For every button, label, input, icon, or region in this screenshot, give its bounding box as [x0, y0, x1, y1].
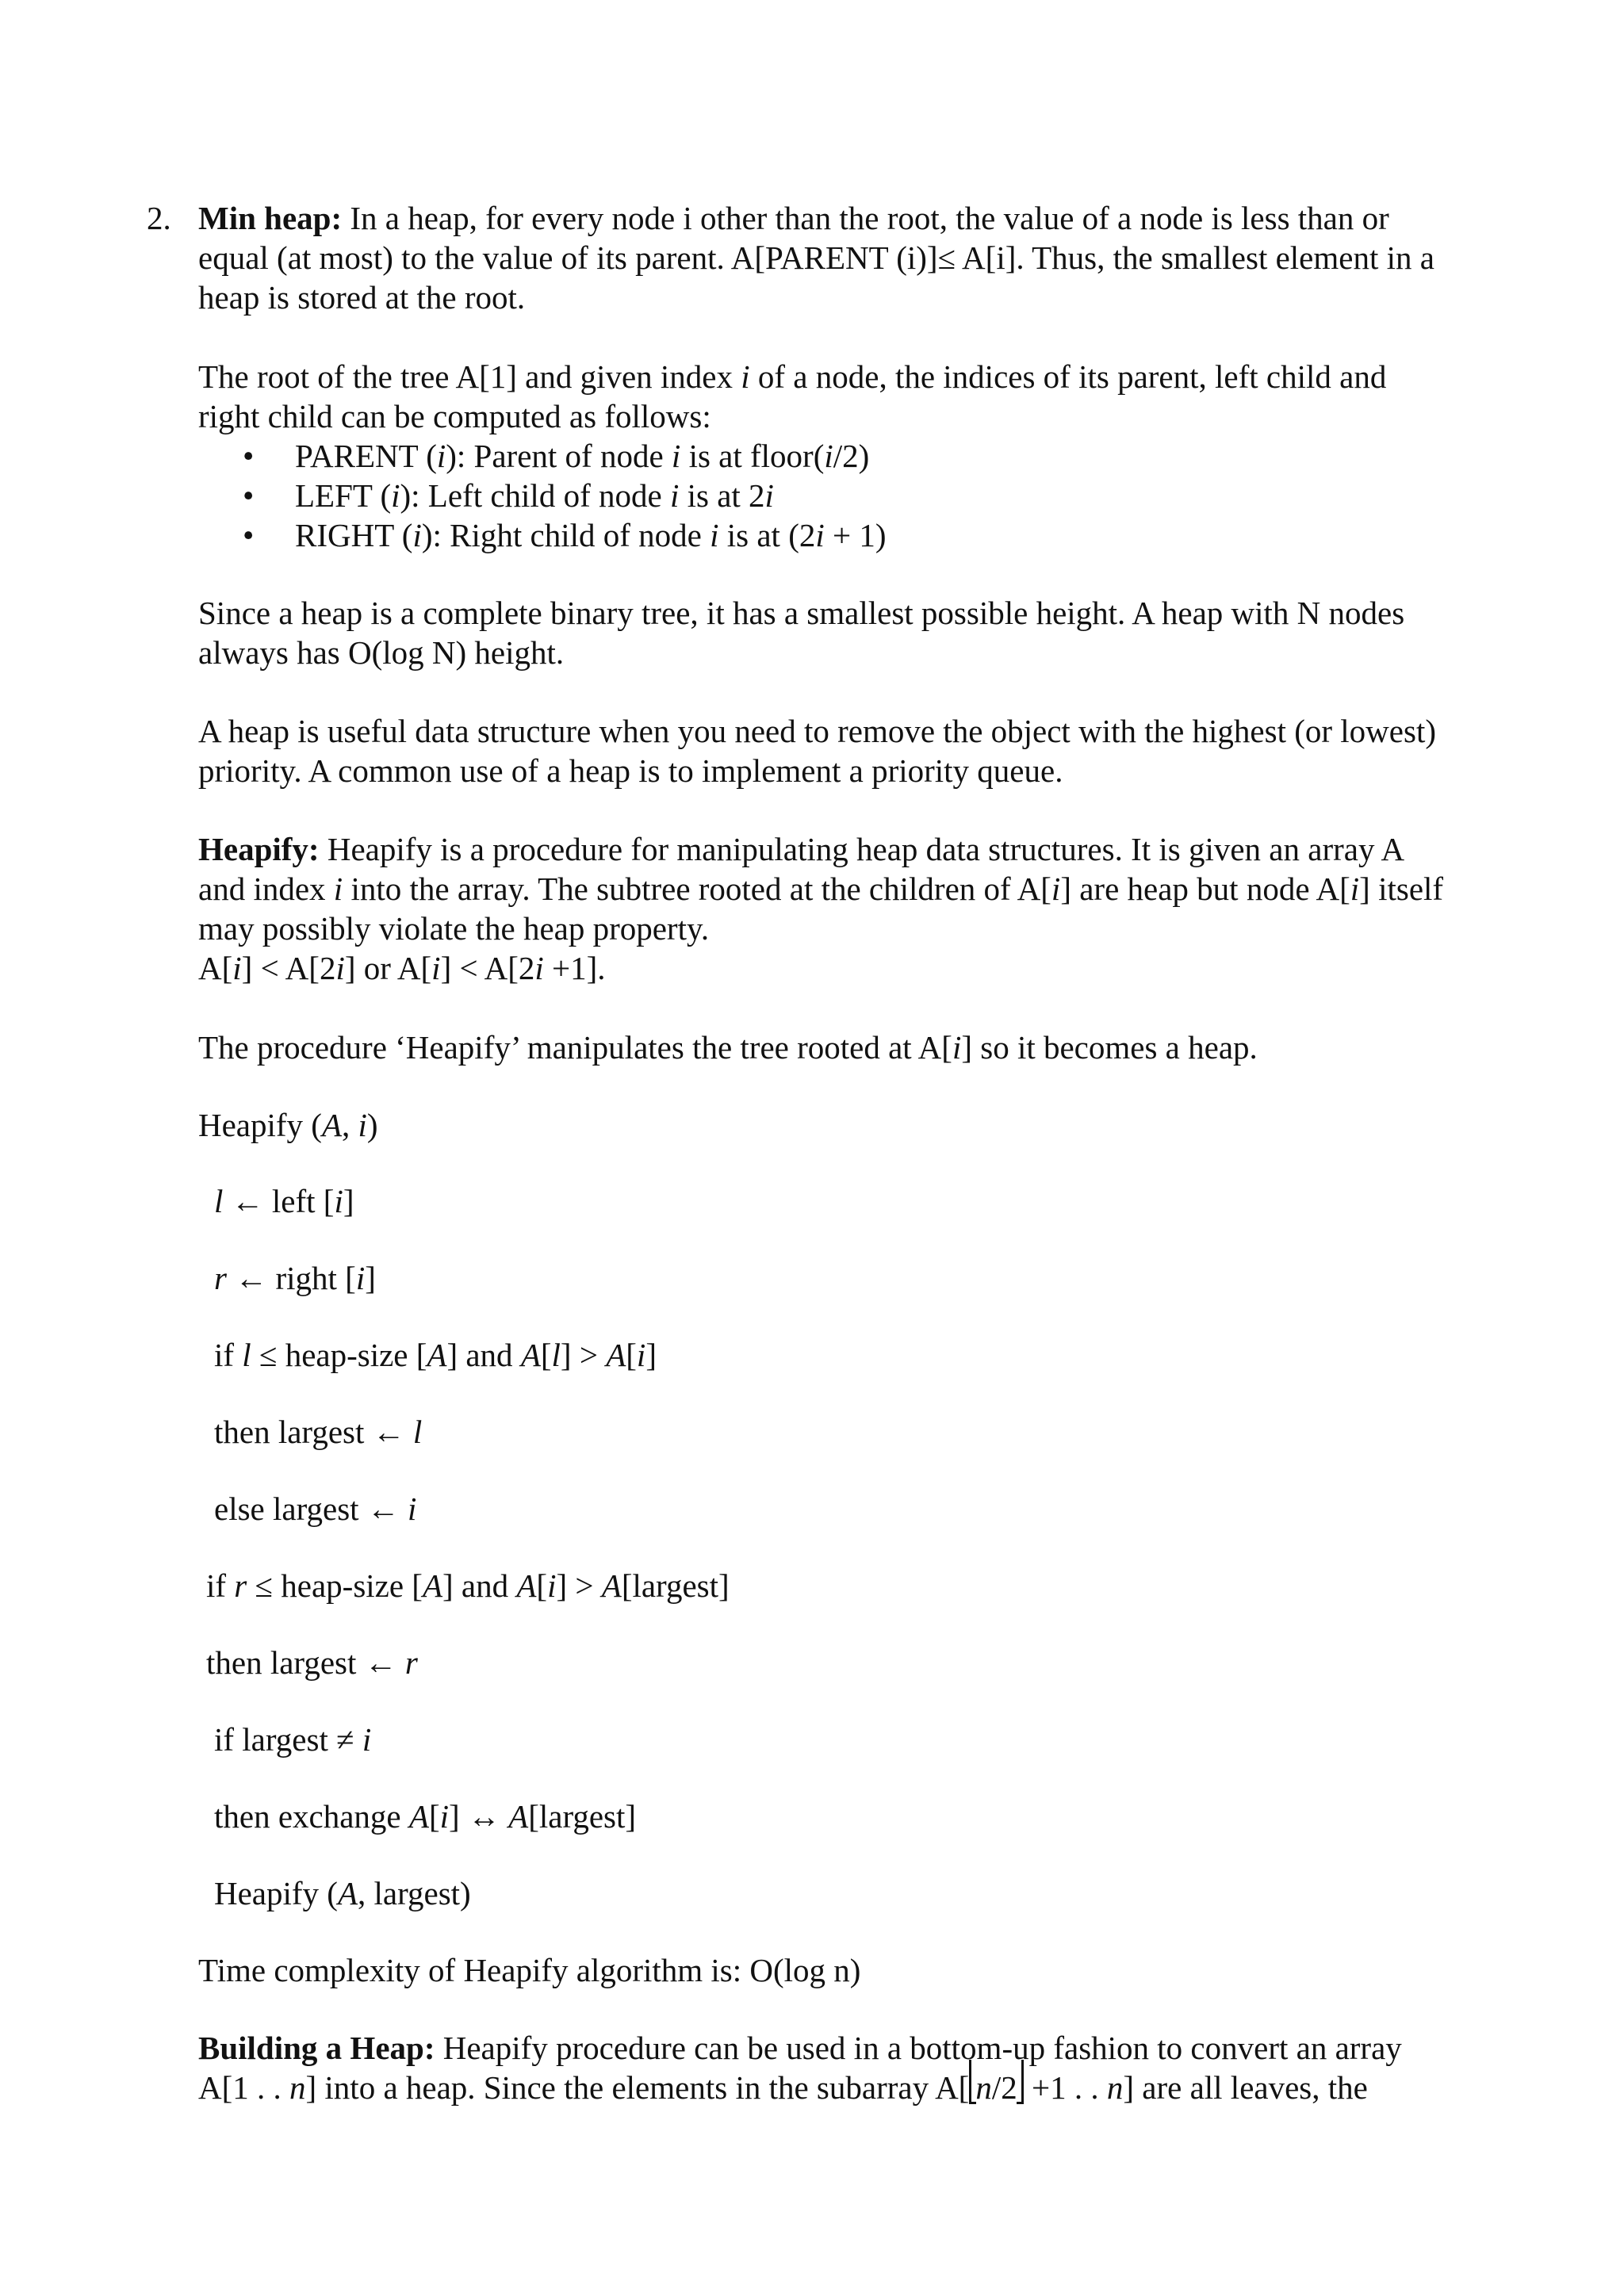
min-heap-paragraph: Min heap: In a heap, for every node i other than the root, the value of a node is less than or equal (at most) to the value of its parent. A[PARENT (i)]≤ A[i]. Thus, the smallest element in a heap is stored at the root. [198, 200, 1434, 316]
code-line: else largest ← i [214, 1490, 417, 1527]
code-line: then largest ← l [214, 1414, 423, 1450]
complexity-paragraph: Time complexity of Heapify algorithm is: O(log n) [198, 1952, 861, 1988]
procedure-paragraph: The procedure ‘Heapify’ manipulates the tree rooted at A[i] so it becomes a heap. [198, 1029, 1258, 1066]
indices-intro-paragraph: The root of the tree A[1] and given index i of a node, the indices of its parent, left child and right child can be computed as follows: [198, 358, 1387, 434]
code-line: l ← left [i] [214, 1183, 354, 1219]
heap-height-paragraph: Since a heap is a complete binary tree, it has a smallest possible height. A heap with N nodes always has O(log N) height. [198, 595, 1405, 671]
heap-usage-paragraph: A heap is useful data structure when you need to remove the object with the highest (or lowest) priority. A common use of a heap is to implement a priority queue. [198, 713, 1436, 789]
heap-property-condition: A[i] < A[2i] or A[i] < A[2i +1]. [198, 950, 606, 986]
code-line: if r ≤ heap-size [A] and A[i] > A[largest] [206, 1567, 730, 1604]
bullet-icon: • [243, 438, 255, 474]
min-heap-term: Min heap: [198, 200, 343, 236]
floor-bracket: n/2 [969, 2068, 1023, 2107]
bullet-icon: • [243, 517, 255, 553]
heapify-term: Heapify: [198, 831, 320, 867]
building-heap-term: Building a Heap: [198, 2030, 435, 2066]
bullet-icon: • [243, 477, 255, 514]
heapify-definition-paragraph: Heapify: Heapify is a procedure for manipulating heap data structures. It is given an array A and index i into the array. The subtree rooted at the children of A[i] are heap but node A[i] itself may possibly violate the heap property. [198, 831, 1444, 947]
list-item-number: 2. [147, 200, 171, 236]
code-line: if l ≤ heap-size [A] and A[l] > A[i] [214, 1337, 657, 1373]
code-line: Heapify (A, i) [198, 1107, 378, 1143]
code-line: then largest ← r [206, 1644, 418, 1681]
building-heap-paragraph: Building a Heap: Heapify procedure can be used in a bottom-up fashion to convert an array A[1 . . n] into a heap. Since the elements in the subarray A[ n/2 +1 . . n] are all leaves, the [198, 2030, 1402, 2106]
code-line: then exchange A[i] ↔ A[largest] [214, 1798, 637, 1835]
code-line: Heapify (A, largest) [214, 1875, 471, 1911]
code-line: r ← right [i] [214, 1260, 376, 1296]
document-page: 2. Min heap: In a heap, for every node i other than the root, the value of a node is less than or equal (at most) to the value of its parent. A[PARENT (i)]≤ A[i]. Thus, the smallest element in a heap is stored at the root. The root of the tree A[1] and given index i of a node, the indices of its parent, left child and right child can be computed as follows: • PARENT (i): Parent of node i is at floor(i/2) • LEFT (i): Left child of node i is at 2i • RIGHT (i): Right child of node i is at (2i + 1) Since a heap is a complete binary tree, it has a smallest possible height. A heap with N nodes always has O(log N) height. A heap is useful data structure when you need to remove the object with the highest (or lowest) priority. A common use of a heap is to implement a priority queue. Heapify: Heapify is a procedure for manipulating heap data structures. It is given an array A and index i into the array. The subtree rooted at the children of A[i] are heap but node A[i] itself may possibly violate the heap property. A[i] < A[2i] or A[i] < A[2i +1]. The procedure ‘Heapify’ manipulates the tree rooted at A[i] so it becomes a heap. Heapify (A, i) l ← left [i] r ← right [i] if l ≤ heap-size [A] and A[l] > A[i] then largest ← l else largest ← i if r ≤ heap-size [A] and A[i] > A[largest] then largest ← r if largest ≠ i then exchange A[i] ↔ A[largest] Heapify (A, largest) Time complexity of Heapify algorithm is: O(log n) Building a Heap: Heapify procedure can be used in a bottom-up fashion to convert an array A[1 . . n] into a heap. Since the elements in the subarray A[ n/2 +1 . . n] are all leaves, the [0, 0, 1624, 2296]
code-line: if largest ≠ i [214, 1721, 372, 1758]
